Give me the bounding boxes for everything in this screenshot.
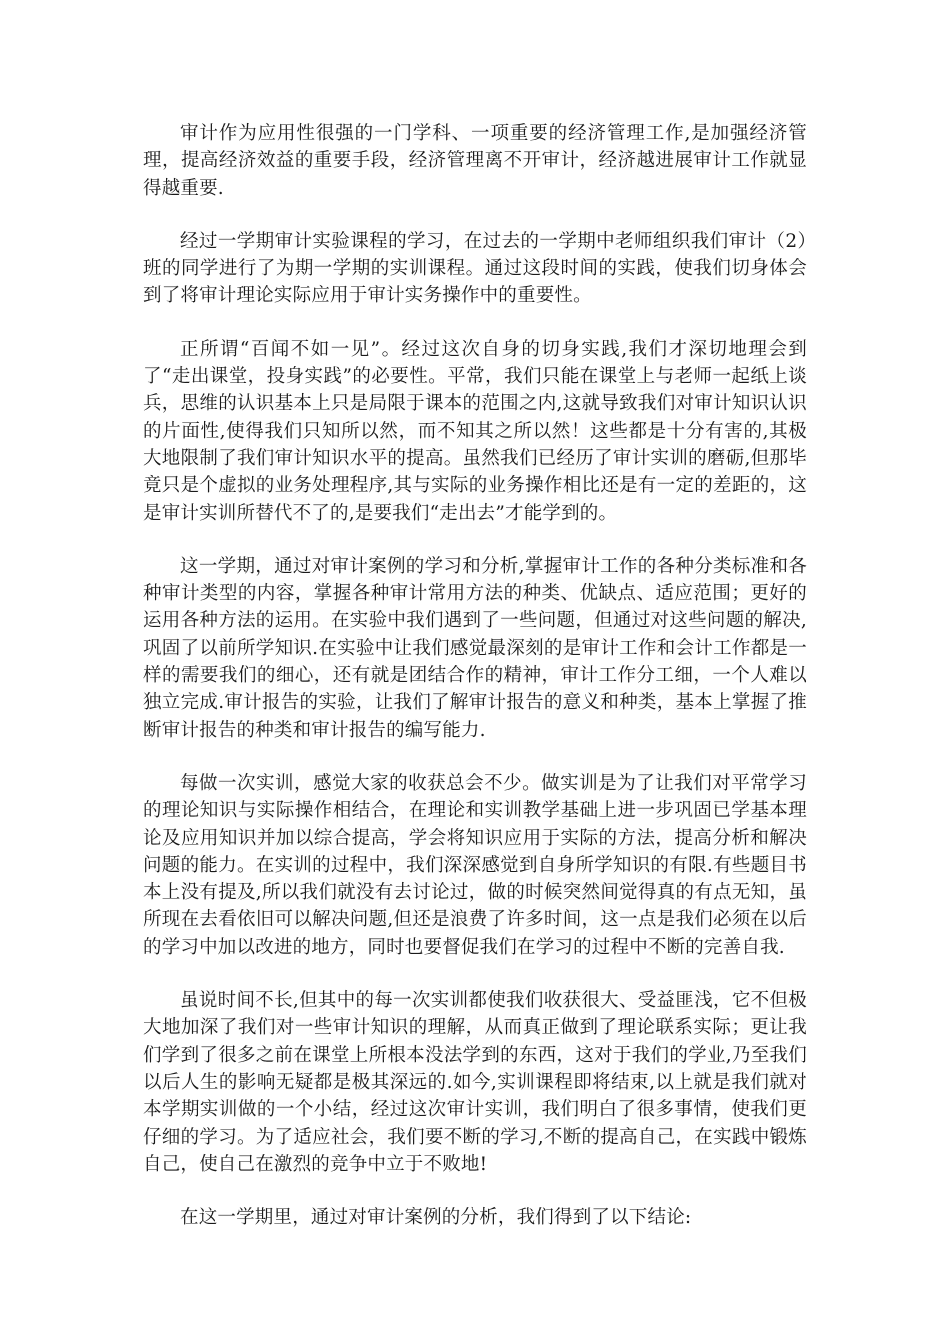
document-body — [143, 120, 807, 1257]
paragraph-4: 这一学期，通过对审计案例的学习和分析,掌握审计工作的各种分类标准和各种审计类型的内容，掌握各种审计常用方法的种类、优缺点、适应范围；更好的运用各种方法的运用。在实验中我们遇到了一些问题，但通过对这些问题的解决,巩固了以前所学知识.在实验中让我们感觉最深刻的是审计工作和会计工作都是一样的需要我们的细心，还有就是团结合作的精神，审计工作分工细，一个人难以独立完成.审计报告的实验，让我们了解审计报告的意义和种类，基本上掌握了推断审计报告的种类和审计报告的编写能力. — [143, 555, 807, 741]
paragraph-3: 正所谓“百闻不如一见”。经过这次自身的切身实践,我们才深切地理会到了“走出课堂，投身实践”的必要性。平常，我们只能在课堂上与老师一起纸上谈兵，思维的认识基本上只是局限于课本的范围之内,这就导致我们对审计知识认识的片面性,使得我们只知所以然，而不知其之所以然！这些都是十分有害的,其极大地限制了我们审计知识水平的提高。虽然我们已经历了审计实训的磨砺,但那毕竟只是个虚拟的业务处理程序,其与实际的业务操作相比还是有一定的差距的，这是审计实训所替代不了的,是要我们“走出去”才能学到的。 — [143, 338, 807, 524]
paragraph-1: 审计作为应用性很强的一门学科、一项重要的经济管理工作,是加强经济管理，提高经济效益的重要手段，经济管理离不开审计，经济越进展审计工作就显得越重要. — [143, 123, 807, 199]
paragraph-6: 虽说时间不长,但其中的每一次实训都使我们收获很大、受益匪浅，它不但极大地加深了我们对一些审计知识的理解，从而真正做到了理论联系实际；更让我们学到了很多之前在课堂上所根本没法学到的东西，这对于我们的学业,乃至我们以后人生的影响无疑都是极其深远的.如今,实训课程即将结束,以上就是我们就对本学期实训做的一个小结，经过这次审计实训，我们明白了很多事情，使我们更仔细的学习。为了适应社会，我们要不断的学习,不断的提高自己，在实践中锻炼自己，使自己在激烈的竞争中立于不败地! — [143, 990, 807, 1175]
paragraph-7: 在这一学期里，通过对审计案例的分析，我们得到了以下结论: — [180, 1207, 692, 1229]
paragraph-2: 经过一学期审计实验课程的学习，在过去的一学期中老师组织我们审计（2）班的同学进行了为期一学期的实训课程。通过这段时间的实践，使我们切身体会到了将审计理论实际应用于审计实务操作中的重要性。 — [143, 230, 807, 307]
paragraph-5: 每做一次实训，感觉大家的收获总会不少。做实训是为了让我们对平常学习的理论知识与实际操作相结合，在理论和实训教学基础上进一步巩固已学基本理论及应用知识并加以综合提高，学会将知识应用于实际的方法，提高分析和解决问题的能力。在实训的过程中，我们深深感觉到自身所学知识的有限.有些题目书本上没有提及,所以我们就没有去讨论过，做的时候突然间觉得真的有点无知，虽所现在去看依旧可以解决问题,但还是浪费了许多时间，这一点是我们必须在以后的学习中加以改进的地方，同时也要督促我们在学习的过程中不断的完善自我. — [143, 772, 807, 958]
